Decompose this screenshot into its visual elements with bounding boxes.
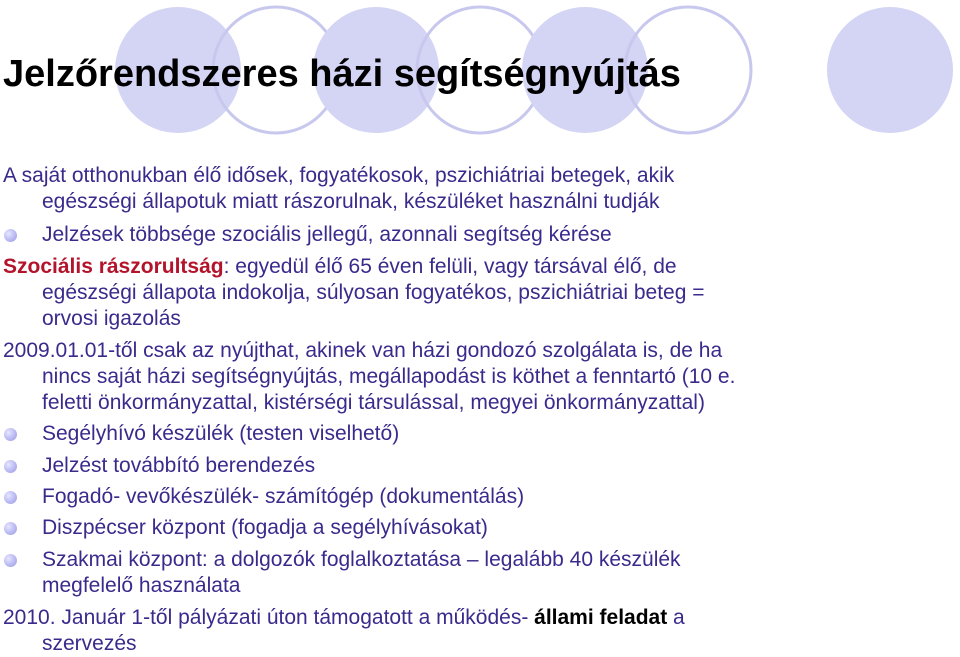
- paragraph-line: nincs saját házi segítségnyújtás, megállapodást is köthet a fenntartó (10 e.: [42, 365, 736, 388]
- bullet-receiver: [0, 484, 950, 510]
- bullet-icon: [4, 229, 17, 242]
- bullet-text: Segélyhívó készülék (testen viselhető): [42, 422, 400, 445]
- paragraph-line: orvosi igazolás: [42, 307, 181, 330]
- paragraph-line: egészségi állapotuk miatt rászorulnak, készüléket használni tudják: [42, 190, 660, 213]
- bullet-text: megfelelő használata: [42, 574, 241, 597]
- paragraph-line: [0, 605, 950, 631]
- paragraph-2009-rule: [0, 338, 950, 416]
- bullet-alarm-device: [0, 421, 950, 447]
- bullet-icon: [4, 522, 17, 535]
- bullet-text: Diszpécser központ (fogadja a segélyhívásokat): [42, 516, 488, 539]
- emphasis-social-need: Szociális rászorultság: [3, 255, 224, 278]
- bullet-text: Jelzést továbbító berendezés: [42, 454, 316, 477]
- paragraph-line: egészségi állapota indokolja, súlyosan fogyatékos, pszichiátriai beteg =: [42, 281, 705, 304]
- paragraph-line: szervezés: [42, 632, 137, 655]
- paragraph-line-end: a: [667, 606, 685, 629]
- paragraph-line: 2009.01.01-től csak az nyújthat, akinek van házi gondozó szolgálata is, de ha: [3, 339, 723, 362]
- bullet-icon: [4, 491, 17, 504]
- slide-title: Jelzőrendszeres házi segítségnyújtás: [3, 53, 681, 95]
- paragraph-target-group: [0, 163, 950, 215]
- paragraph-2010-rule: [0, 605, 950, 657]
- bullet-text: Fogadó- vevőkészülék- számítógép (dokumentálás): [42, 485, 525, 508]
- paragraph-line: feletti önkormányzattal, kistérségi társulással, megyei önkormányzattal): [42, 391, 705, 414]
- bullet-icon: [4, 460, 17, 473]
- paragraph-line-start: 2010. Január 1-től pályázati úton támogatott a működés-: [3, 606, 535, 629]
- paragraph-line-rest: : egyedül élő 65 éven felüli, vagy társával élő, de: [223, 255, 677, 278]
- bullet-professional-center: [0, 547, 950, 599]
- bullet-icon: [4, 554, 17, 567]
- paragraph-line: [0, 254, 950, 280]
- paragraph-line: A saját otthonukban élő idősek, fogyatékosok, pszichiátriai betegek, akik: [3, 164, 675, 187]
- bullet-transmitter: [0, 453, 950, 479]
- bullet-dispatcher: [0, 515, 950, 541]
- emphasis-state-task: állami feladat: [534, 606, 668, 629]
- bullet-text: Szakmai központ: a dolgozók foglalkoztatása – legalább 40 készülék: [42, 548, 681, 571]
- bullet-icon: [4, 428, 17, 441]
- paragraph-social-need: [0, 254, 950, 332]
- bullet-signals: [0, 222, 950, 248]
- bullet-text: Jelzések többsége szociális jellegű, azonnali segítség kérése: [42, 223, 612, 246]
